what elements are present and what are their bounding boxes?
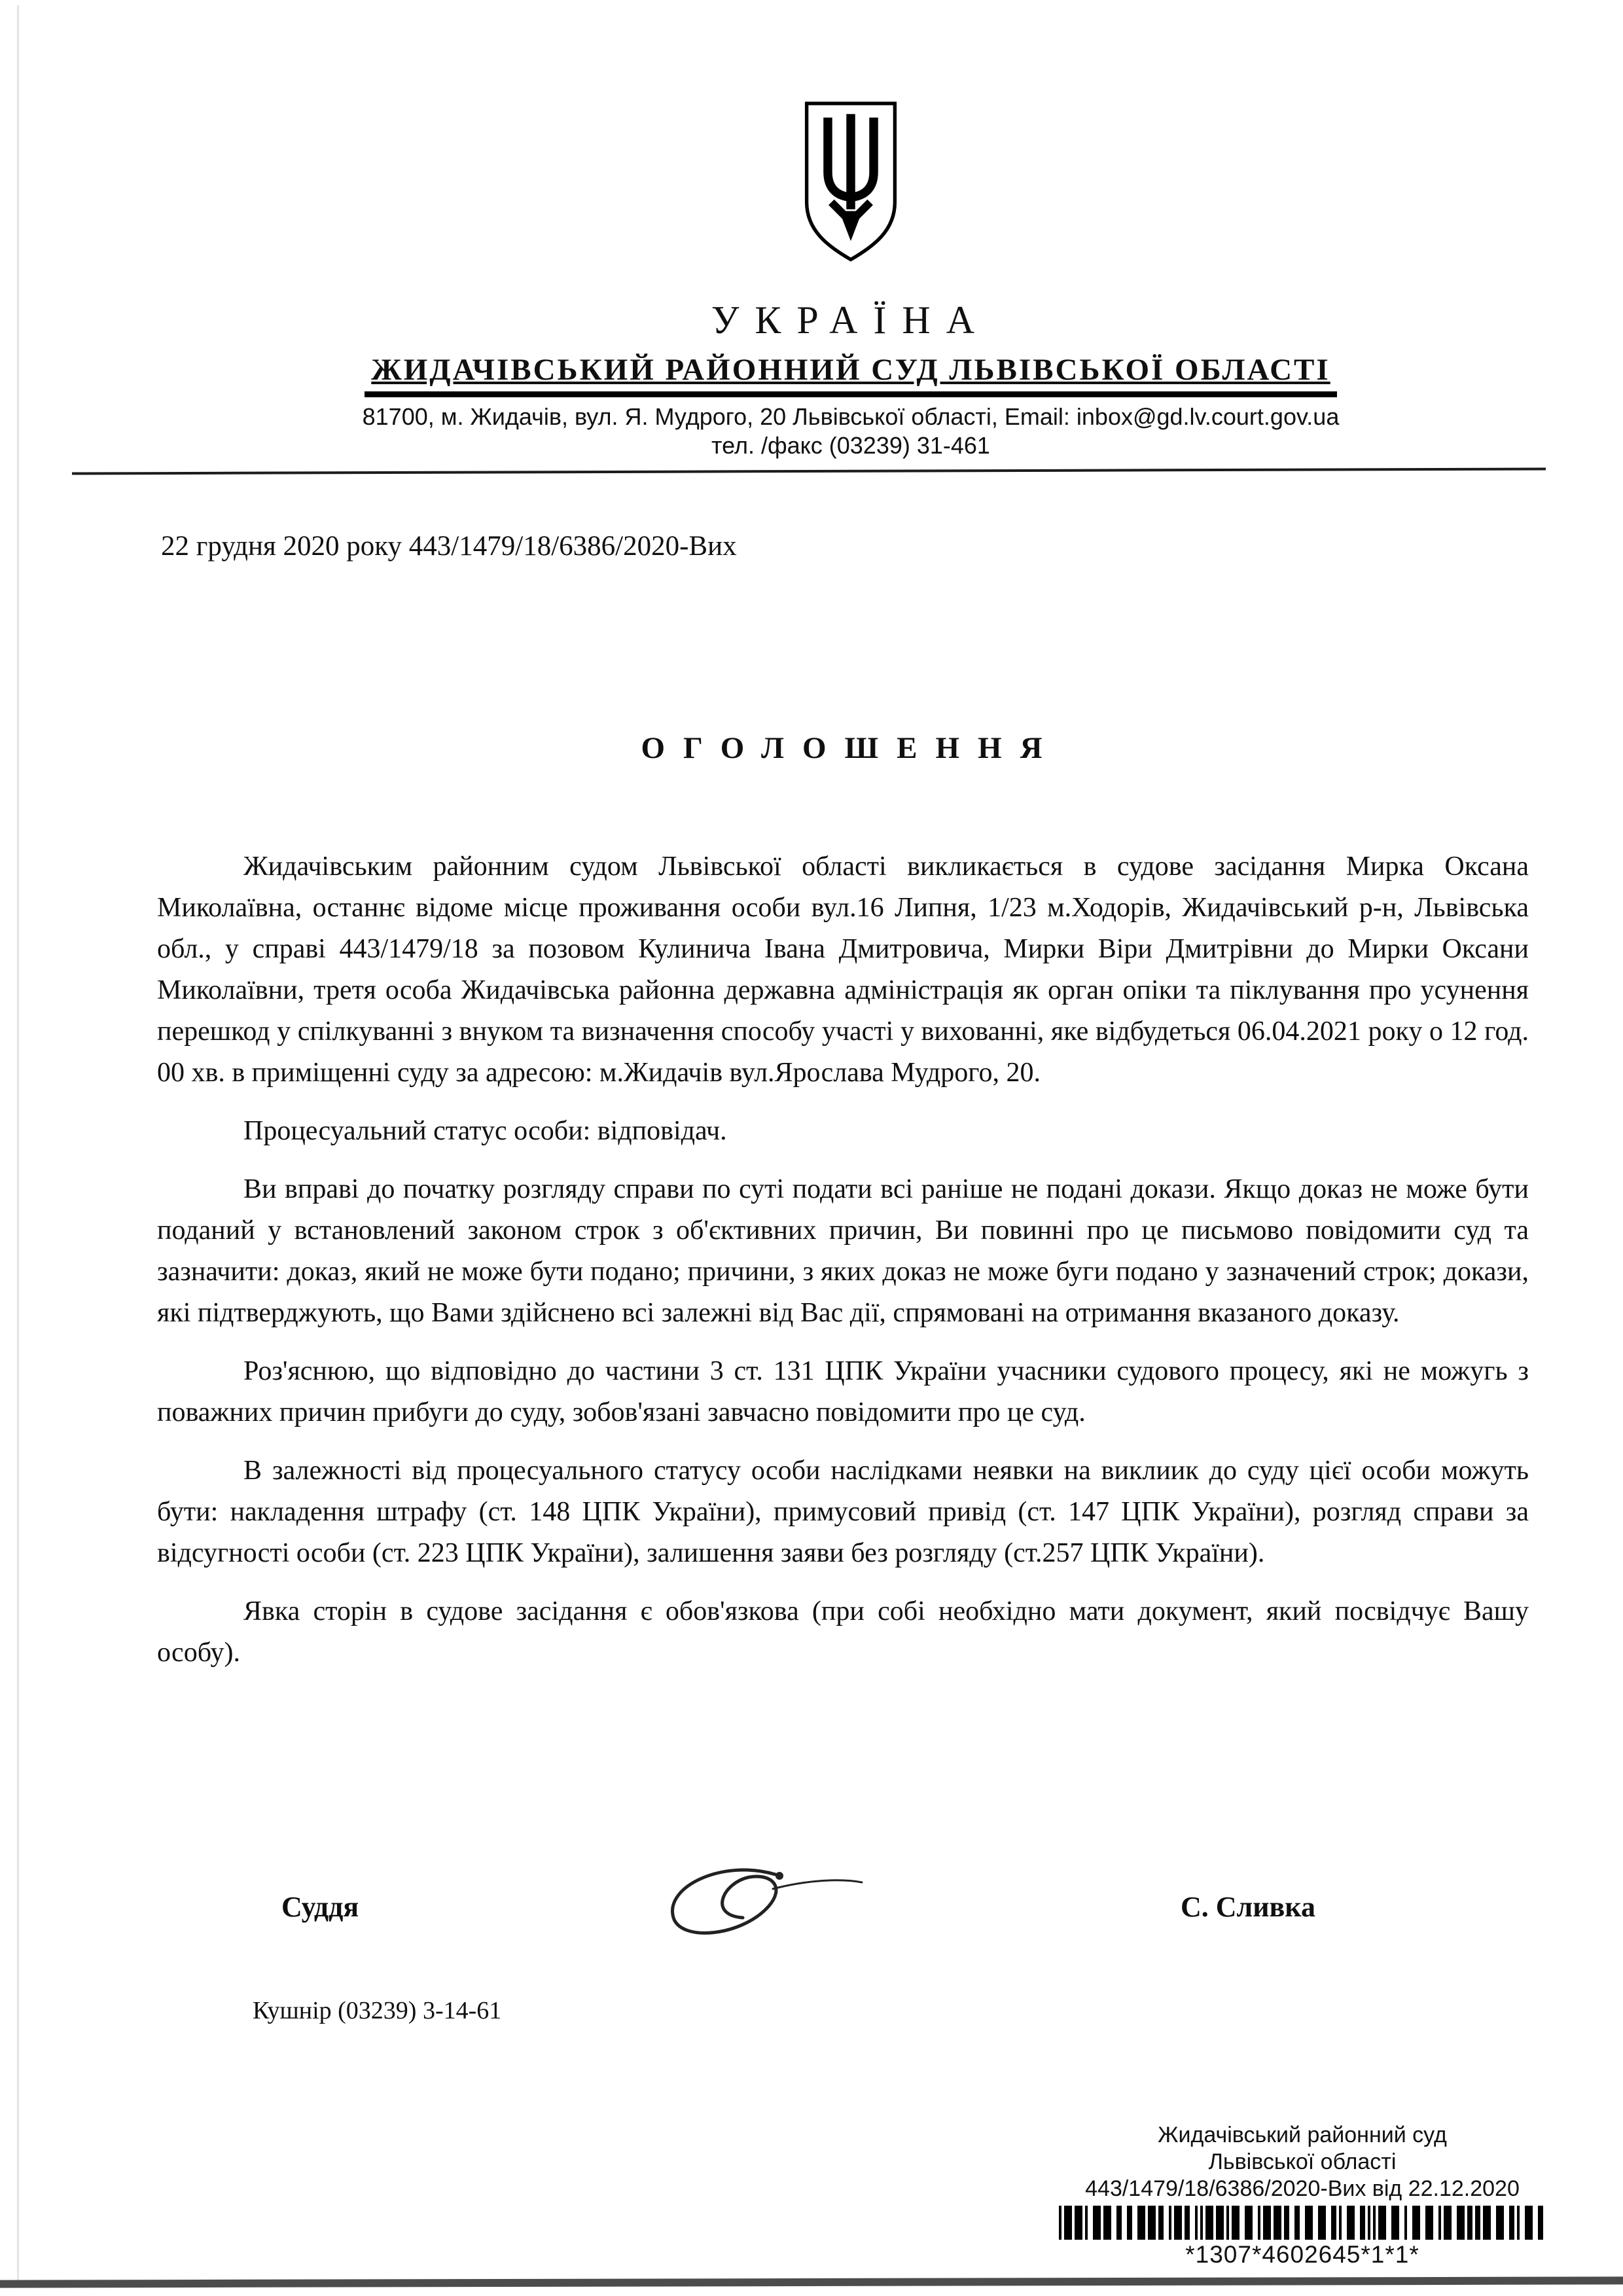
- paragraph-evidence: Ви вправі до початку розгляду справи по суті подати всі раніше не подані докази. Якщо доказ не може бути поданий у встановлений законом строк з об'єктивних причин, Ви повинні про це письмово повідомити суд та зазначити: доказ, який не може бути подано; причини, з яких доказ не може буги подано у зазначений строк; докази, які підтверджують, що Вами здійснено всі залежні від Вас дії, спрямовані на отримання вказаного доказу.: [157, 1174, 1529, 1328]
- barcode-text: *1307*4602645*1*1*: [1185, 2241, 1419, 2268]
- announcement-body: [157, 846, 1529, 1691]
- scan-edge-line: [17, 5, 19, 2283]
- handwritten-signature-icon: [645, 1863, 867, 1961]
- scan-bottom-line: [0, 2276, 1623, 2287]
- letterhead: [79, 98, 1623, 460]
- signature-name: С. Сливка: [1180, 1891, 1315, 1923]
- ukraine-trident-emblem-icon: [794, 98, 907, 266]
- clerk-contact-line: Кушнір (03239) 3-14-61: [253, 1997, 502, 2024]
- signature-role: Суддя: [281, 1891, 359, 1923]
- paragraph-notice: Роз'яснюю, що відповідно до частини 3 ст. 131 ЦПК України учасники судового процесу, які не можугь з поважних причин прибуги до суду, зобов'язані завчасно повідомити про це суд.: [157, 1356, 1529, 1427]
- registration-stamp: [1059, 2122, 1546, 2268]
- barcode: [1059, 2206, 1544, 2240]
- page-title: ОГОЛОШЕННЯ: [641, 731, 1061, 765]
- country-name: УКРАЇНА: [711, 298, 991, 342]
- court-address-line: 81700, м. Жидачів, вул. Я. Мудрого, 20 Львівської області, Email: inbox@gd.lv.court.gov.ua: [362, 403, 1340, 430]
- paragraph-summons: Жидачівським районним судом Львівської області викликається в судове засідання Мирка Оксана Миколаївна, останнє відоме місце проживання особи вул.16 Липня, 1/23 м.Ходорів, Жидачівський р-н, Львівська обл., у справі 443/1479/18 за позовом Кулинича Івана Дмитровича, Мирки Віри Дмитрівни до Мирки Оксани Миколаївни, третя особа Жидачівська районна державна адміністрація як орган опіки та піклування про усунення перешкод у спілкуванні з внуком та визначення способу участі у вихованні, яке відбудеться 06.04.2021 року о 12 год. 00 хв. в приміщенні суду за адресою: м.Жидачів вул.Ярослава Мудрого, 20.: [157, 852, 1529, 1088]
- stamp-reference-line: 443/1479/18/6386/2020-Вих від 22.12.2020: [1085, 2176, 1520, 2201]
- court-phone-line: тел. /факс (03239) 31-461: [711, 432, 990, 459]
- header-divider: [72, 467, 1546, 475]
- paragraph-consequences: В залежності від процесуального статусу особи наслідками неявки на виклиик до суду цієї особи можуть бути: накладення штрафу (ст. 148 ЦПК України), примусовий привід (ст. 147 ЦПК України), розгляд справи за відсугності особи (ст. 223 ЦПК України), залишення заяви без розгляду (ст.257 ЦПК України).: [157, 1456, 1529, 1568]
- court-name: ЖИДАЧІВСЬКИЙ РАЙОННИЙ СУД ЛЬВІВСЬКОЇ ОБЛАСТІ: [365, 351, 1336, 397]
- stamp-court-line1: Жидачівський районний суд: [1158, 2123, 1447, 2147]
- paragraph-status: Процесуальний статус особи: відповідач.: [243, 1116, 727, 1146]
- paragraph-attendance: Явка сторін в судове засідання є обов'язкова (при собі необхідно мати документ, який посвідчує Вашу особу).: [157, 1596, 1529, 1668]
- stamp-court-line2: Львівської області: [1208, 2149, 1397, 2174]
- date-reference-line: 22 грудня 2020 року 443/1479/18/6386/2020-Вих: [161, 531, 737, 562]
